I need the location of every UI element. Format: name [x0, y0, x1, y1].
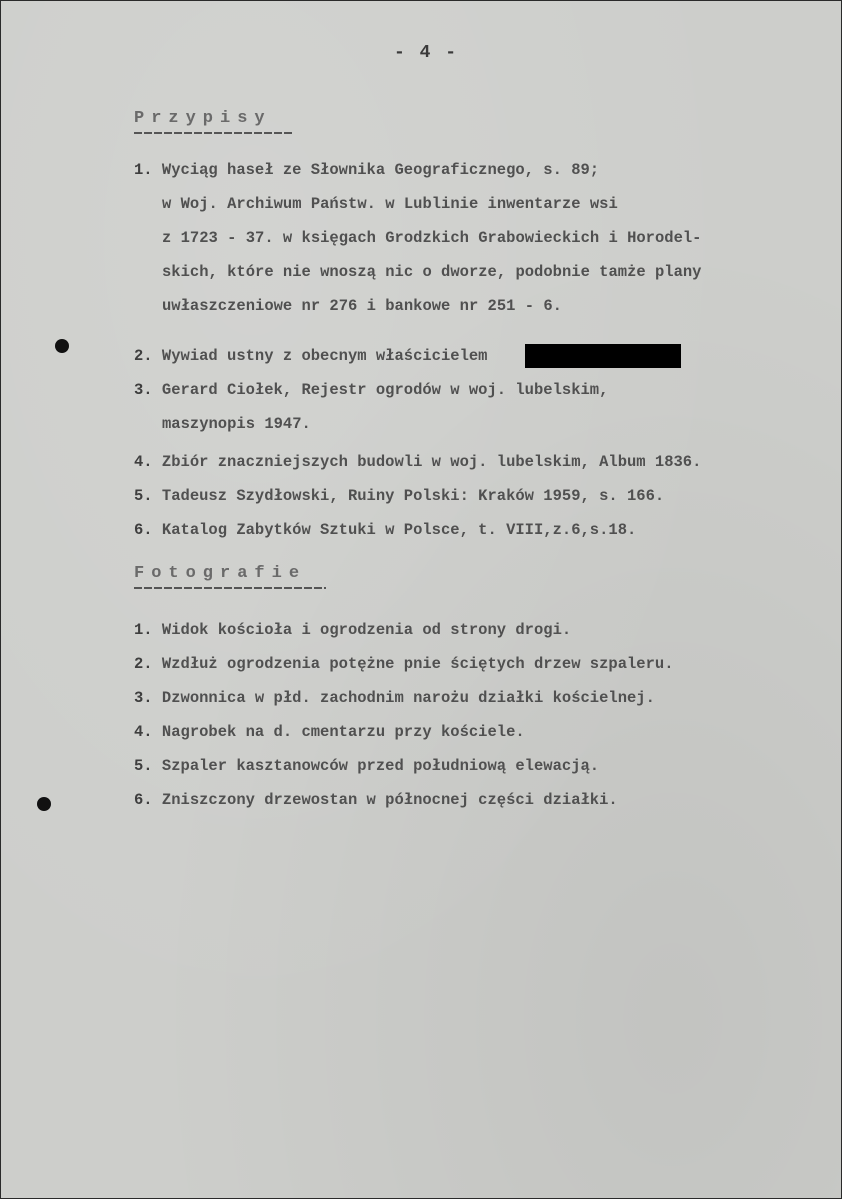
- punch-hole: [37, 797, 51, 811]
- footnote-text-line: Tadeusz Szydłowski, Ruiny Polski: Kraków 1959, s. 166.: [161, 487, 665, 505]
- footnote-number: 5.: [134, 487, 153, 505]
- footnote-item-2: [134, 339, 487, 373]
- photo-item-2: [134, 647, 674, 681]
- redaction-bar: [525, 344, 681, 368]
- footnote-number: 1.: [134, 161, 153, 179]
- photo-caption: Szpaler kasztanowców przed południową elewacją.: [161, 757, 600, 775]
- photo-number: 1.: [134, 621, 153, 639]
- footnote-text-line: Katalog Zabytków Sztuki w Polsce, t. VIII,z.6,s.18.: [161, 521, 637, 539]
- photographs-heading-text: Fotografie: [134, 564, 307, 583]
- photo-caption: Wzdłuż ogrodzenia potężne pnie ściętych drzew szpaleru.: [161, 655, 674, 673]
- footnote-number: 3.: [134, 381, 153, 399]
- photo-item-6: [134, 783, 618, 817]
- photo-caption: Nagrobek na d. cmentarzu przy kościele.: [161, 723, 525, 741]
- footnote-item-3: [134, 373, 608, 441]
- footnote-text-line: Zbiór znaczniejszych budowli w woj. lubelskim, Album 1836.: [161, 453, 702, 471]
- photo-item-1: [134, 613, 571, 647]
- footnote-number: 6.: [134, 521, 153, 539]
- photo-caption: Widok kościoła i ogrodzenia od strony drogi.: [161, 621, 572, 639]
- photo-item-3: [134, 681, 655, 715]
- photo-number: 3.: [134, 689, 153, 707]
- footnote-text-line: Wyciąg haseł ze Słownika Geograficznego, s. 89;: [161, 161, 600, 179]
- photo-number: 4.: [134, 723, 153, 741]
- footnote-text-line: Gerard Ciołek, Rejestr ogrodów w woj. lubelskim,: [161, 381, 609, 399]
- footnote-number: 2.: [134, 347, 153, 365]
- footnote-item-5: [134, 479, 664, 513]
- photo-number: 6.: [134, 791, 153, 809]
- footnote-item-6: [134, 513, 636, 547]
- footnote-item-4: [134, 445, 701, 479]
- photo-item-4: [134, 715, 525, 749]
- photo-caption: Dzwonnica w płd. zachodnim narożu działki kościelnej.: [161, 689, 655, 707]
- photographs-heading: [134, 564, 326, 589]
- photographs-heading-underline: [134, 587, 326, 589]
- footnote-text-line: skich, które nie wnoszą nic o dworze, podobnie tamże plany: [162, 263, 702, 281]
- punch-hole: [55, 339, 69, 353]
- photo-number: 2.: [134, 655, 153, 673]
- footnote-item-1: [134, 153, 702, 323]
- page-number: - 4 -: [394, 43, 459, 63]
- footnote-text-line: uwłaszczeniowe nr 276 i bankowe nr 251 - 6.: [162, 297, 562, 315]
- photo-number: 5.: [134, 757, 153, 775]
- footnotes-heading-text: Przypisy: [134, 109, 272, 128]
- photo-caption: Zniszczony drzewostan w północnej części działki.: [161, 791, 618, 809]
- footnote-text-line: maszynopis 1947.: [162, 415, 311, 433]
- footnote-text-line: z 1723 - 37. w księgach Grodzkich Grabowieckich i Horodel-: [162, 229, 702, 247]
- footnote-text-line: w Woj. Archiwum Państw. w Lublinie inwentarze wsi: [162, 195, 618, 213]
- footnotes-heading: [134, 109, 294, 134]
- footnotes-heading-underline: [134, 132, 294, 134]
- footnote-text-line: Wywiad ustny z obecnym właścicielem: [161, 347, 488, 365]
- footnote-number: 4.: [134, 453, 153, 471]
- photo-item-5: [134, 749, 599, 783]
